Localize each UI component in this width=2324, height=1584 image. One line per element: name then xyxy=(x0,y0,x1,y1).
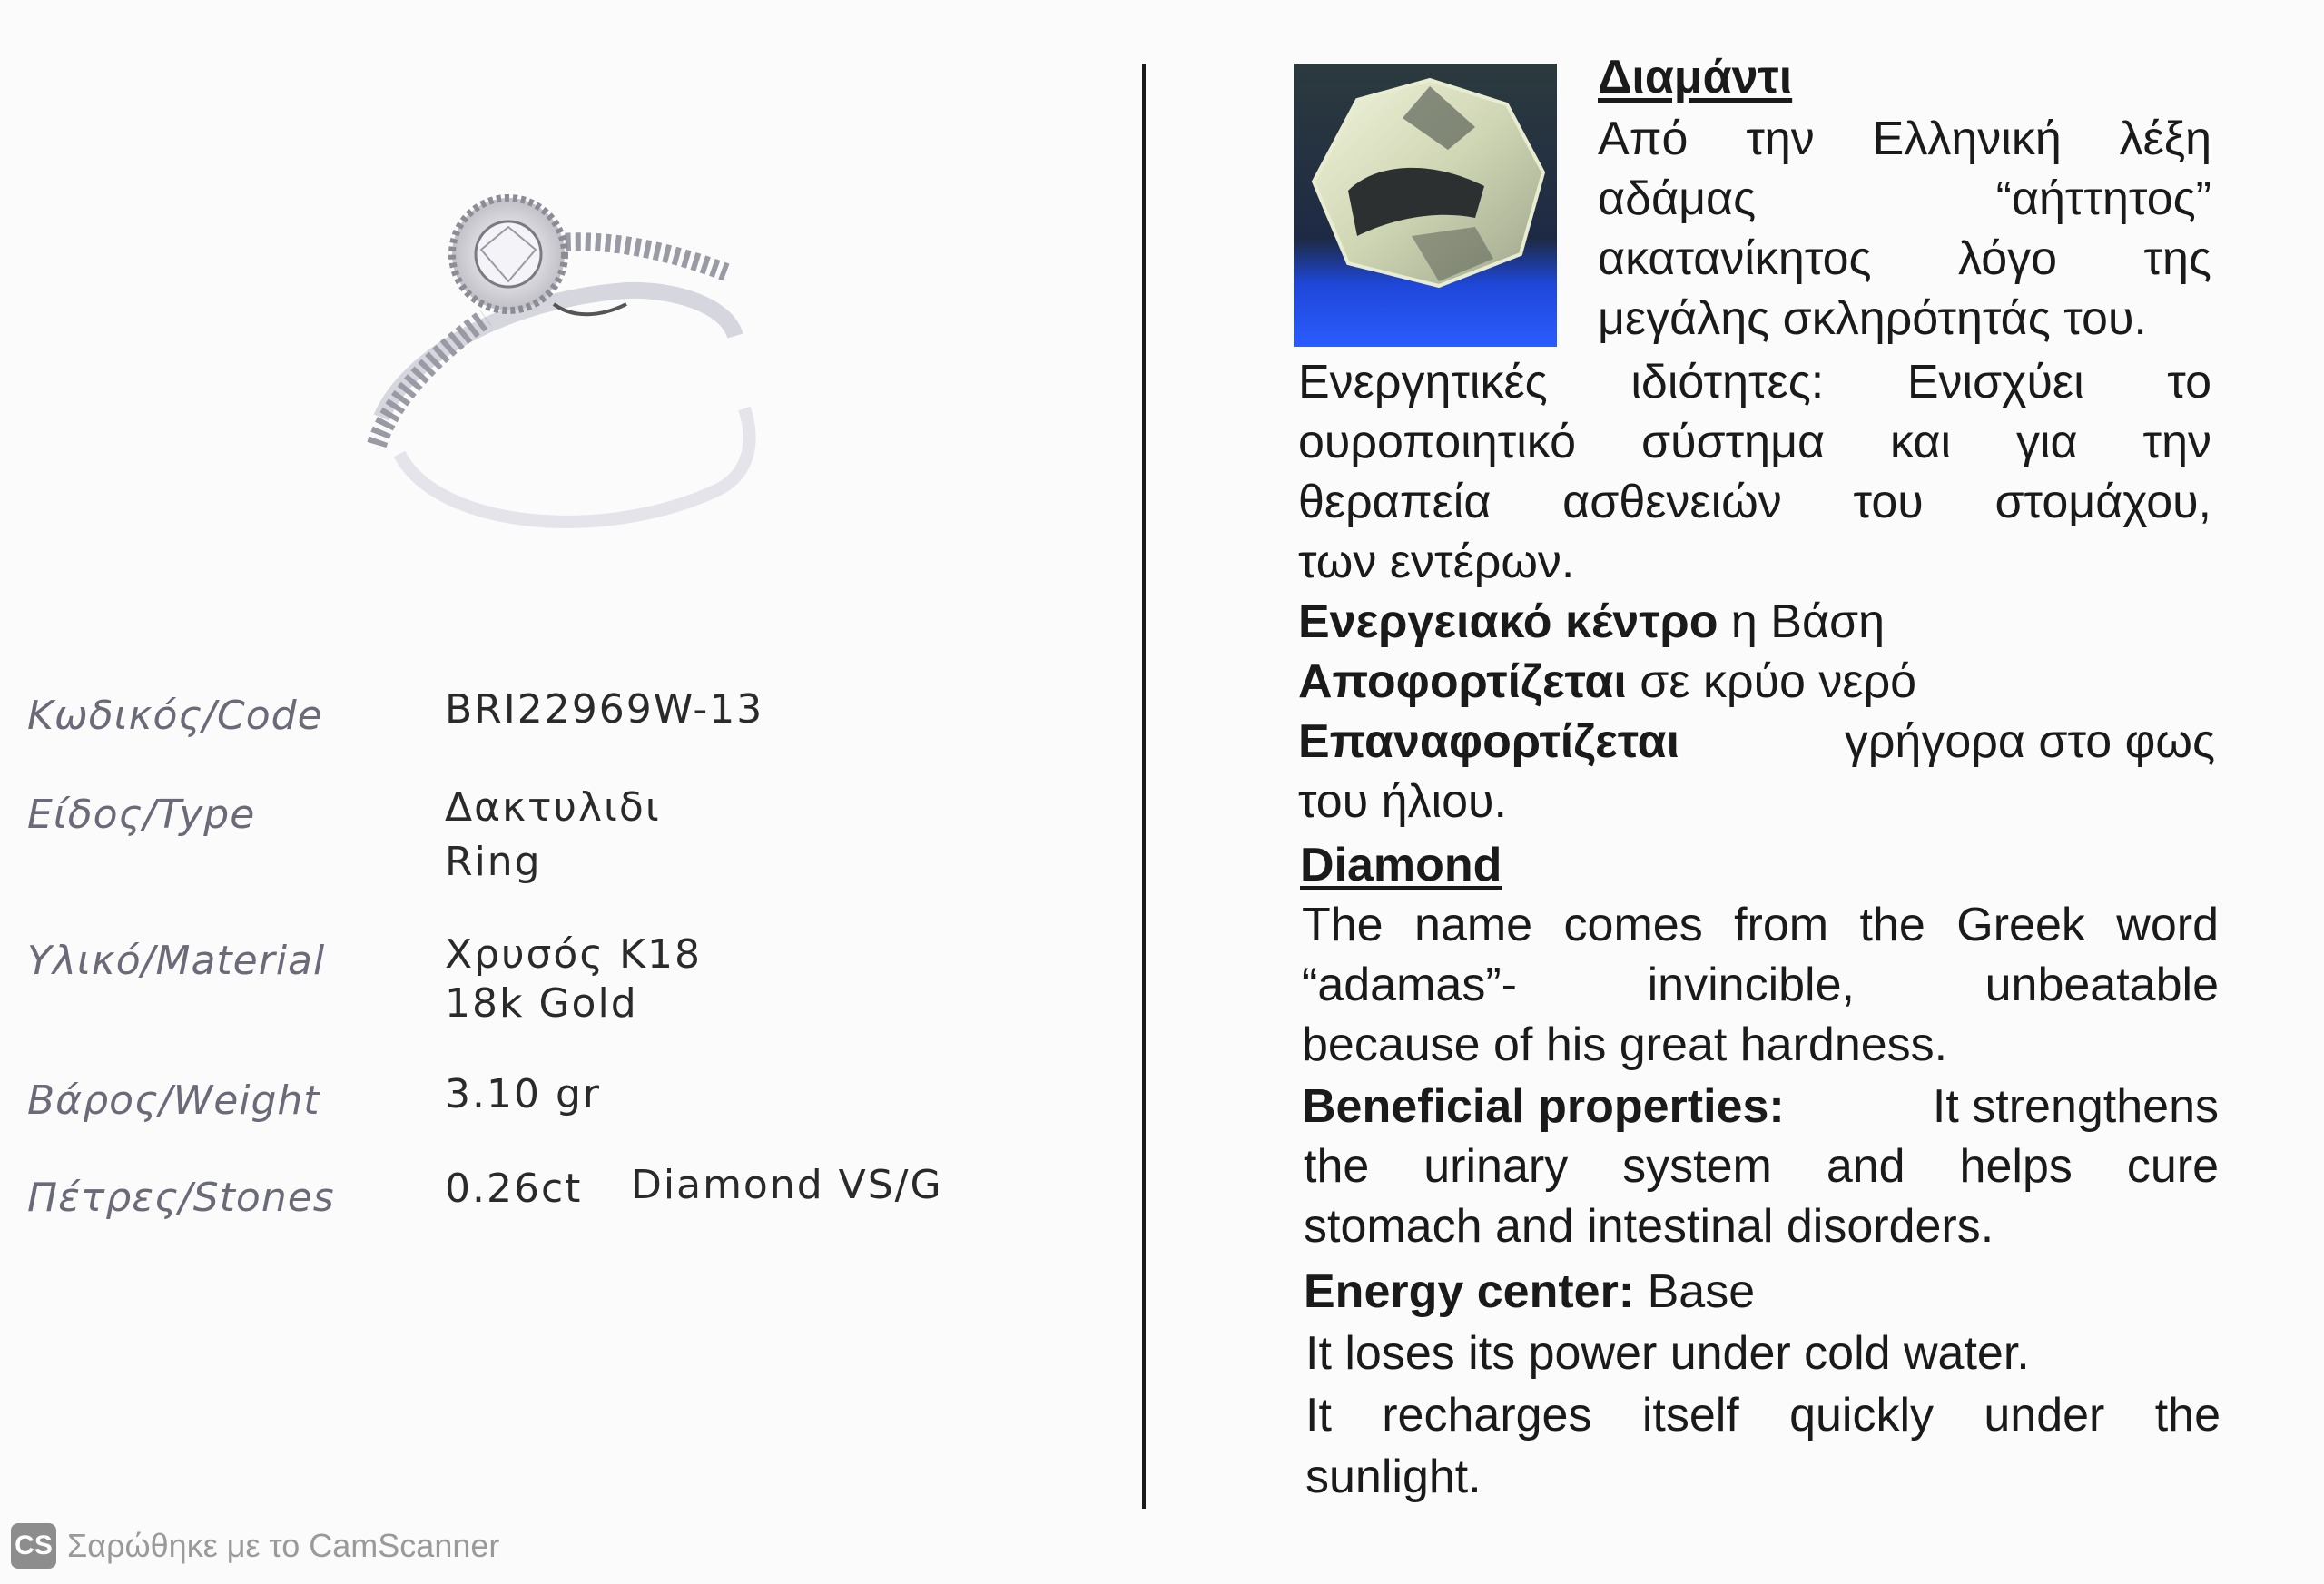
english-intro-line-1: The name comes from the Greek word xyxy=(1302,899,2219,951)
material-value-greek: Χρυσός Κ18 xyxy=(445,931,702,978)
type-value-greek: Δακτυλιδι xyxy=(445,784,661,831)
greek-properties-line-1: Ενεργητικές ιδιότητες: Ενισχύει το xyxy=(1298,356,2211,408)
english-properties-line-3: stomach and intestinal disorders. xyxy=(1304,1200,1994,1253)
english-energy-center-label: Energy center: xyxy=(1304,1265,1635,1318)
greek-properties-line-4: των εντέρων. xyxy=(1298,536,1575,588)
ring-photo xyxy=(327,145,781,563)
greek-properties-line-2: ουροποιητικό σύστημα και για την xyxy=(1298,416,2211,468)
greek-intro-line-3: ακατανίκητος λόγο της xyxy=(1598,232,2211,285)
english-recharge-line: It recharges itself quickly under the xyxy=(1305,1389,2221,1441)
code-label: Κωδικός/Code xyxy=(27,693,323,739)
stones-description: Diamond VS/G xyxy=(631,1162,943,1208)
english-properties-line-1-rest: It strengthens xyxy=(1932,1080,2219,1133)
material-value-english: 18k Gold xyxy=(445,980,638,1027)
weight-label: Βάρος/Weight xyxy=(27,1077,320,1124)
greek-energy-center xyxy=(1298,592,1885,652)
greek-discharge-label: Αποφορτίζεται xyxy=(1298,655,1627,708)
greek-energy-center-label: Ενεργειακό κέντρο xyxy=(1298,595,1718,648)
greek-energy-center-value: η Βάση xyxy=(1730,595,1886,648)
english-recharge-line-end: sunlight. xyxy=(1305,1451,1482,1503)
english-intro-line-3: because of his great hardness. xyxy=(1302,1018,1948,1071)
greek-intro-line-2: αδάμας “αήττητος” xyxy=(1598,172,2211,225)
english-intro-line-2: “adamas”- invincible, unbeatable xyxy=(1302,959,2219,1011)
english-properties-label-text: Beneficial properties: xyxy=(1302,1080,1785,1133)
greek-title: Διαμάντι xyxy=(1598,51,1793,103)
code-value: BRI22969W-13 xyxy=(445,686,764,733)
english-energy-center-value: Base xyxy=(1647,1265,1756,1318)
greek-recharge-label xyxy=(1298,712,1679,772)
type-value-english: Ring xyxy=(445,839,542,885)
rough-diamond-photo xyxy=(1294,64,1557,347)
type-label: Είδος/Type xyxy=(27,792,256,838)
english-properties-line-2: the urinary system and helps cure xyxy=(1304,1140,2219,1193)
english-title: Diamond xyxy=(1300,839,1502,891)
camscanner-watermark-text: Σαρώθηκε με το CamScanner xyxy=(67,1527,500,1564)
greek-recharge-value: γρήγορα στο φως xyxy=(1844,715,2215,768)
greek-recharge-label-text: Επαναφορτίζεται xyxy=(1298,715,1680,768)
camscanner-logo: CS xyxy=(11,1523,56,1569)
greek-intro-line-1: Από την Ελληνική λέξη xyxy=(1598,113,2211,165)
stones-carat: 0.26ct xyxy=(445,1166,583,1212)
column-divider xyxy=(1142,64,1146,1509)
greek-properties-line-3: θεραπεία ασθενειών του στομάχου, xyxy=(1298,476,2211,528)
material-label: Υλικό/Material xyxy=(27,938,326,984)
greek-discharge-value: σε κρύο νερό xyxy=(1640,655,1917,708)
greek-discharge xyxy=(1298,652,1916,712)
weight-value: 3.10 gr xyxy=(445,1071,601,1117)
english-discharge-line: It loses its power under cold water. xyxy=(1305,1327,2030,1380)
greek-intro-line-4: μεγάλης σκληρότητάς του. xyxy=(1598,292,2147,345)
english-energy-center xyxy=(1304,1262,1755,1322)
stones-label: Πέτρες/Stones xyxy=(27,1175,335,1221)
english-properties-label xyxy=(1302,1077,1785,1136)
greek-recharge-value-end: του ήλιου. xyxy=(1298,775,1507,828)
